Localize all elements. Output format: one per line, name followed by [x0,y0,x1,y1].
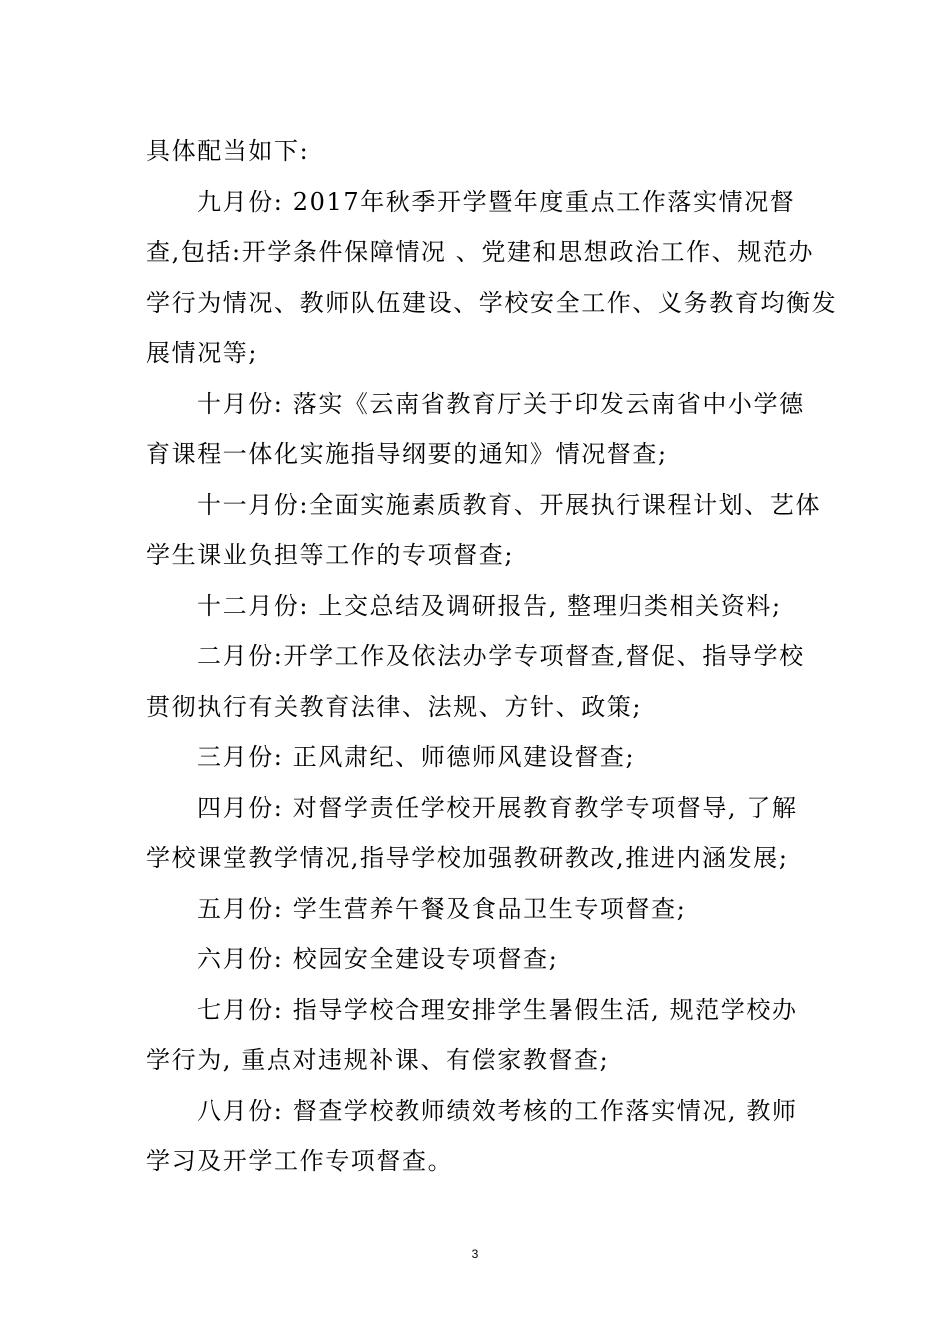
august-item-line-1: 八月份: 督查学校教师绩效考核的工作落实情况, 教师 [197,1096,798,1125]
intro-line: 具体配当如下: [146,137,310,165]
february-item-line-2: 贯彻执行有关教育法律、法规、方针、政策; [146,692,643,721]
september-item-line-3: 学行为情况、教师队伍建设、学校安全工作、义务教育均衡发 [146,288,838,317]
february-item-line-1: 二月份:开学工作及依法办学专项督查,督促、指导学校 [197,642,805,670]
april-item-line-2: 学校课堂教学情况,指导学校加强教研教改,推进内涵发展; [146,844,789,872]
march-item-line-1: 三月份: 正风肃纪、师德师风建设督查; [197,743,636,771]
september-item-line-1: 九月份: 2017年秋季开学暨年度重点工作落实情况督 [197,187,796,216]
document-body [146,126,838,1187]
july-item-line-2: 学行为, 重点对违规补课、有偿家教督查; [146,1046,610,1074]
december-item-line-1: 十二月份: 上交总结及调研报告, 整理归类相关资料; [197,591,782,620]
october-item-line-1: 十月份: 落实《云南省教育厅关于印发云南省中小学德 [197,389,805,418]
april-item-line-1: 四月份: 对督学责任学校开展教育教学专项督导, 了解 [197,793,798,822]
september-item-line-2: 查,包括:开学条件保障情况 、党建和思想政治工作、规范办 [146,238,815,266]
november-item-line-1: 十一月份:全面实施素质教育、开展执行课程计划、艺体 [197,490,822,519]
july-item-line-1: 七月份: 指导学校合理安排学生暑假生活, 规范学校办 [197,995,798,1024]
august-item-line-2: 学习及开学工作专项督查。 [146,1147,454,1175]
september-item-line-4: 展情况等; [146,339,259,367]
may-item-line-1: 五月份: 学生营养午餐及食品卫生专项督查; [197,894,687,923]
page-number: 3 [471,1247,479,1261]
november-item-line-2: 学生课业负担等工作的专项督查; [146,541,515,569]
october-item-line-2: 育课程一体化实施指导纲要的通知》情况督查; [146,440,668,468]
june-item-line-1: 六月份: 校园安全建设专项督查; [197,945,559,973]
